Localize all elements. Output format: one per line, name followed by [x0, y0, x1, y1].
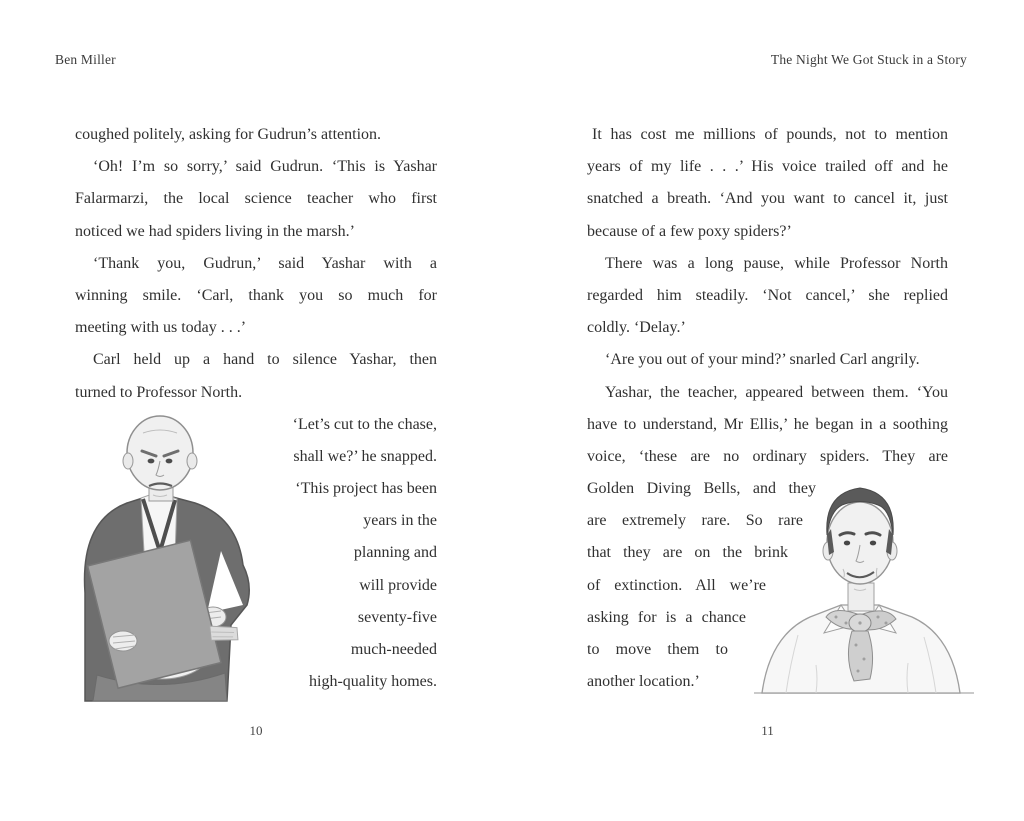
text-line: asking for is a chance [587, 608, 746, 626]
text-line: Golden Diving Bells, and they [587, 480, 816, 498]
text-line: years of my life . . .’ His voice trailed off and he [587, 158, 948, 176]
text-line: planning and [353, 544, 437, 562]
text-line: coughed politely, asking for Gudrun’s attention. [75, 126, 382, 143]
carl-illustration [55, 403, 260, 703]
text-line: meeting with us today . . .’ [75, 319, 247, 337]
text-line: snatched a breath. ‘And you want to cancel it, just [587, 190, 948, 208]
text-line: noticed we had spiders living in the marsh.’ [75, 222, 355, 240]
running-header-title: The Night We Got Stuck in a Story [770, 52, 967, 67]
text-line: ‘Let’s cut to the chase, [292, 415, 437, 433]
text-line: are extremely rare. So rare [587, 512, 803, 530]
text-line: There was a long pause, while Professor North [605, 254, 948, 272]
yashar-illustration [746, 465, 981, 703]
running-header-author: Ben Miller [55, 52, 116, 67]
text-line: another location.’ [587, 673, 700, 691]
text-line: because of a few poxy spiders?’ [587, 222, 792, 240]
text-line: turned to Professor North. [75, 383, 243, 401]
page-number-left: 10 [249, 723, 263, 738]
text-line: Yashar, the teacher, appeared between them. ‘You [605, 383, 948, 401]
text-line: shall we?’ he snapped. [293, 447, 437, 465]
text-line: to move them to [587, 641, 728, 658]
text-line: regarded him steadily. ‘Not cancel,’ she replied [587, 286, 948, 304]
text-line: ‘Thank you, Gudrun,’ said Yashar with a [93, 254, 437, 272]
text-line: coldly. ‘Delay.’ [587, 319, 686, 337]
text-line: that they are on the brink [587, 544, 788, 562]
text-line: Carl held up a hand to silence Yashar, then [93, 351, 437, 369]
text-line: ‘Are you out of your mind?’ snarled Carl angrily. [605, 351, 920, 369]
text-line: ‘Oh! I’m so sorry,’ said Gudrun. ‘This is Yashar [93, 158, 437, 176]
text-line: Falarmarzi, the local science teacher who first [75, 190, 437, 208]
text-line: have to understand, Mr Ellis,’ he began in a soothing [587, 415, 948, 433]
text-line: It has cost me millions of pounds, not to mention [592, 126, 948, 143]
text-line: years in the [363, 512, 437, 530]
text-line: ‘This project has been [295, 480, 437, 498]
page-number-right: 11 [761, 723, 774, 738]
text-line: seventy-five [357, 608, 437, 626]
text-line: voice, ‘these are no ordinary spiders. They are [587, 447, 948, 465]
text-line: much-needed [350, 641, 437, 658]
text-line: of extinction. All we’re [587, 576, 766, 594]
text-line: will provide [359, 576, 437, 594]
text-line: winning smile. ‘Carl, thank you so much for [75, 286, 437, 304]
text-line: high-quality homes. [309, 673, 437, 691]
